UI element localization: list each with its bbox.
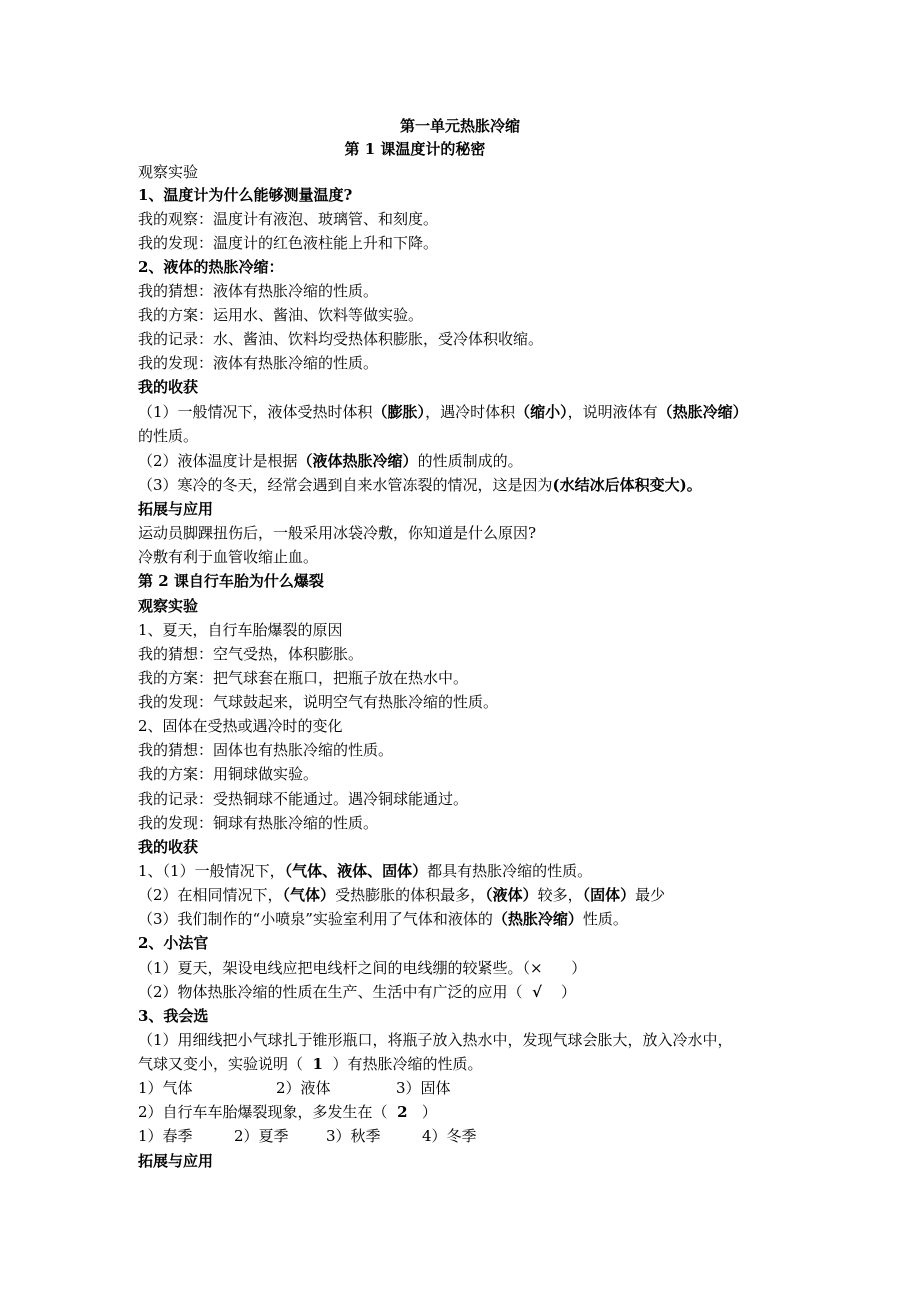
text-segment: ） <box>541 983 577 1001</box>
lesson2-extension-heading: 拓展与应用 <box>138 1152 214 1170</box>
answer-shrink: （缩小） <box>515 403 568 421</box>
lesson1-q2-guess: 我的猜想：液体有热胀冷缩的性质。 <box>138 282 379 300</box>
lesson1-gain-3 <box>138 474 702 496</box>
text-segment: 1、（1）一般情况下， <box>138 862 285 880</box>
lesson1-q1-finding: 我的发现：温度计的红色液柱能上升和下降。 <box>138 234 439 252</box>
answer-liquid-thermal: （液体热胀冷缩） <box>297 452 418 470</box>
lesson2-choose-heading: 3、我会选 <box>138 1007 209 1025</box>
lesson2-s2-finding: 我的发现：铜球有热胀冷缩的性质。 <box>138 814 379 832</box>
lesson2-s2-plan: 我的方案：用铜球做实验。 <box>138 765 319 783</box>
lesson2-choice1-option2: 2）液体 <box>276 1079 331 1097</box>
text-segment: ） <box>407 1103 437 1121</box>
lesson1-gain-1 <box>138 401 748 423</box>
lesson2-title: 第 2 课自行车胎为什么爆裂 <box>138 572 324 590</box>
lesson1-title: 第 1 课温度计的秘密 <box>344 140 486 158</box>
lesson1-extension-heading: 拓展与应用 <box>138 500 214 518</box>
lesson2-s2-guess: 我的猜想：固体也有热胀冷缩的性质。 <box>138 741 394 759</box>
lesson2-s1-guess: 我的猜想：空气受热，体积膨胀。 <box>138 645 364 663</box>
text-segment: ，说明液体有 <box>567 403 658 421</box>
lesson2-choice1-line2 <box>138 1053 483 1075</box>
text-segment: ）有热胀冷缩的性质。 <box>322 1055 483 1073</box>
text-segment: （2）物体热胀冷缩的性质在生产、生活中有广泛的应用（ <box>138 983 533 1001</box>
unit-title: 第一单元热胀冷缩 <box>399 117 520 135</box>
lesson2-gain-2 <box>138 884 665 906</box>
text-segment: （2）在相同情况下， <box>138 886 283 904</box>
lesson2-judge-2 <box>138 981 576 1003</box>
lesson1-extension-answer: 冷敷有利于血管收缩止血。 <box>138 548 319 566</box>
text-segment: 都具有热胀冷缩的性质。 <box>427 862 593 880</box>
lesson1-extension-question: 运动员脚踝扭伤后，一般采用冰袋冷敷，你知道是什么原因? <box>138 524 537 542</box>
text-segment: （1）一般情况下，液体受热时体积 <box>138 403 373 421</box>
lesson1-q1-observation: 我的观察：温度计有液泡、玻璃管、和刻度。 <box>138 210 439 228</box>
lesson1-q2-record: 我的记录：水、酱油、饮料均受热体积膨胀，受冷体积收缩。 <box>138 330 544 348</box>
text-segment: （3）我们制作的“小喷泉”实验室利用了气体和液体的 <box>138 910 493 928</box>
answer-thermal: （热胀冷缩） <box>492 910 583 928</box>
text-segment: （3）寒冷的冬天，经常会遇到自来水管冻裂的情况，这是因为 <box>138 476 553 494</box>
text-segment: 的性质制成的。 <box>417 452 523 470</box>
lesson1-q2-plan: 我的方案：运用水、酱油、饮料等做实验。 <box>138 306 424 324</box>
lesson2-gain-heading: 我的收获 <box>138 838 199 856</box>
lesson1-observe-heading: 观察实验 <box>138 163 199 181</box>
lesson2-section2: 2、固体在受热或遇冷时的变化 <box>138 717 343 735</box>
lesson1-gain-1-cont: 的性质。 <box>138 427 199 445</box>
lesson2-choice2 <box>138 1101 437 1123</box>
answer-liquid: （液体） <box>485 886 538 904</box>
lesson2-choice2-option1: 1）春季 <box>138 1127 193 1145</box>
answer-states: （气体、液体、固体） <box>284 862 428 880</box>
lesson1-question2: 2、液体的热胀冷缩： <box>138 258 284 276</box>
lesson2-choice1-line1: （1）用细线把小气球扎于锥形瓶口，将瓶子放入热水中，发现气球会胀大，放入冷水中， <box>138 1031 733 1049</box>
text-segment: 性质。 <box>582 910 628 928</box>
text-segment: 受热膨胀的体积最多， <box>335 886 486 904</box>
answer-expand: （膨胀） <box>372 403 426 421</box>
text-segment: 较多， <box>537 886 583 904</box>
lesson2-s2-record: 我的记录：受热铜球不能通过。遇冷铜球能通过。 <box>138 790 469 808</box>
lesson2-choice2-option4: 4）冬季 <box>422 1127 477 1145</box>
check-mark: √ <box>532 983 542 1001</box>
text-segment: 最少 <box>635 886 666 904</box>
answer-ice: (水结冰后体积变大)。 <box>552 476 702 494</box>
answer-choice2: 2 <box>397 1103 408 1121</box>
answer-thermal: （热胀冷缩） <box>657 403 748 421</box>
lesson2-gain-1 <box>138 860 592 882</box>
lesson2-s1-plan: 我的方案：把气球套在瓶口，把瓶子放在热水中。 <box>138 669 469 687</box>
lesson2-choice1-option1: 1）气体 <box>138 1079 193 1097</box>
lesson2-judge-heading: 2、小法官 <box>138 934 209 952</box>
answer-choice1: 1 <box>312 1055 323 1073</box>
lesson2-observe-heading: 观察实验 <box>138 597 199 615</box>
lesson2-choice2-option2: 2）夏季 <box>234 1127 289 1145</box>
text-segment: 气球又变小，实验说明（ <box>138 1055 313 1073</box>
text-segment: 2）自行车车胎爆裂现象，多发生在（ <box>138 1103 398 1121</box>
lesson2-choice2-option3: 3）秋季 <box>326 1127 381 1145</box>
text-segment: （2）液体温度计是根据 <box>138 452 298 470</box>
answer-gas: （气体） <box>282 886 336 904</box>
lesson1-gain-2 <box>138 450 523 472</box>
lesson1-q2-finding: 我的发现：液体有热胀冷缩的性质。 <box>138 354 379 372</box>
lesson2-judge-1: （1）夏天，架设电线应把电线杆之间的电线绷的较紧些。（× ） <box>138 959 587 977</box>
text-segment: ，遇冷时体积 <box>425 403 516 421</box>
lesson1-question1: 1、温度计为什么能够测量温度? <box>138 186 353 204</box>
lesson2-s1-finding: 我的发现：气球鼓起来，说明空气有热胀冷缩的性质。 <box>138 693 499 711</box>
lesson1-gain-heading: 我的收获 <box>138 378 199 396</box>
lesson2-section1: 1、夏天，自行车胎爆裂的原因 <box>138 621 343 639</box>
lesson2-choice1-option3: 3）固体 <box>396 1079 451 1097</box>
lesson2-gain-3 <box>138 908 628 930</box>
answer-solid: （固体） <box>582 886 636 904</box>
